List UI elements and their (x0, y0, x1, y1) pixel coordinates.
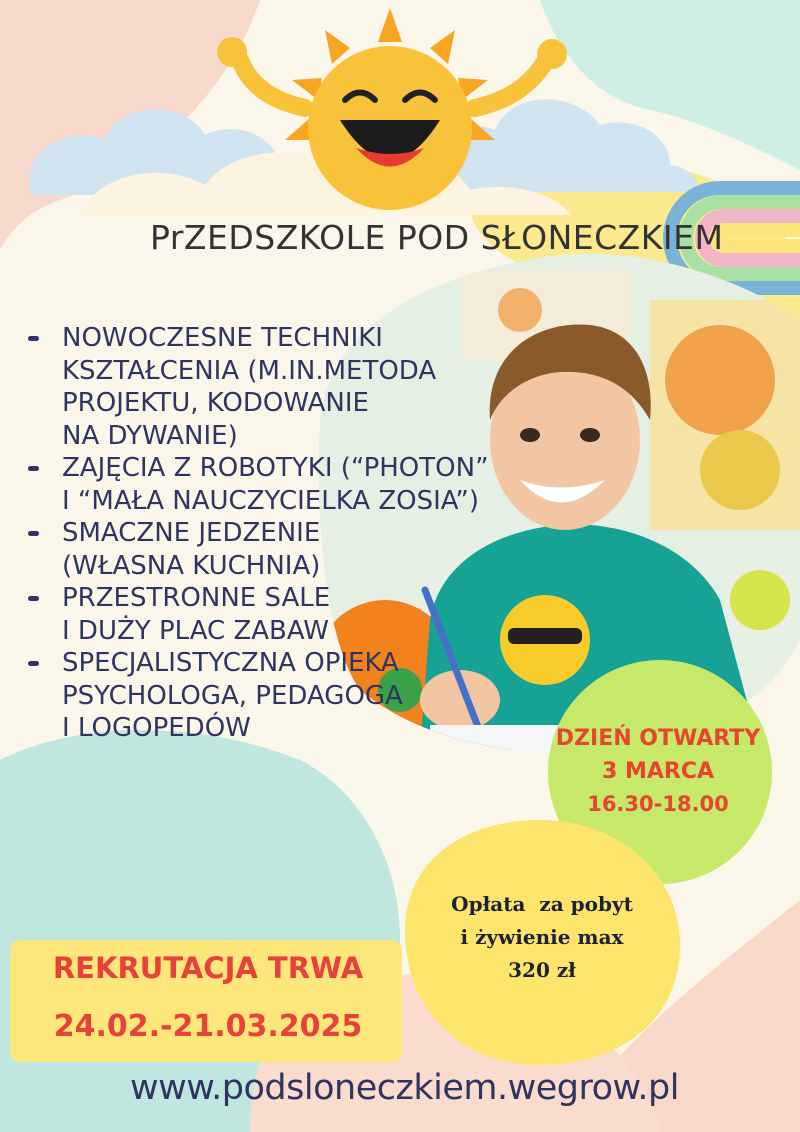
list-item-continuation: PROJEKTU, KODOWANIE (62, 388, 369, 418)
recruitment-dates: 24.02.-21.03.2025 (53, 1009, 363, 1044)
page-title: PrZEDSZKOLE POD SŁONECZKIEM (150, 218, 724, 257)
fee-line-2: i żywienie max (460, 925, 624, 949)
list-item-continuation: I DUŻY PLAC ZABAW (62, 615, 329, 646)
feature-list (28, 322, 489, 745)
website-link[interactable]: www.podsloneczkiem.wegrow.pl (130, 1068, 679, 1108)
fee-line-1: Opłata za pobyt (451, 892, 633, 916)
list-item: ZAJĘCIA Z ROBOTYKI (“PHOTON” (28, 452, 489, 485)
fee-amount: 320 zł (508, 958, 576, 982)
recruitment-info (12, 938, 404, 1056)
recruitment-label: REKRUTACJA TRWA (52, 951, 364, 985)
list-item-continuation: NA DYWANIE) (62, 420, 238, 451)
open-day-label: DZIEŃ OTWARTY (555, 726, 761, 751)
list-item-continuation: KSZTAŁCENIA (M.IN.METODA (62, 355, 437, 386)
list-item-continuation: I “MAŁA NAUCZYCIELKA ZOSIA”) (62, 485, 479, 516)
list-item-continuation: PSYCHOLOGA, PEDAGOGA (62, 680, 403, 711)
list-item: SMACZNE JEDZENIE (28, 517, 489, 550)
open-day-info (548, 722, 768, 821)
open-day-hours: 16.30-18.00 (587, 792, 729, 816)
list-item: SPECJALISTYCZNA OPIEKA (28, 647, 489, 680)
list-item-continuation: I LOGOPEDÓW (62, 713, 251, 743)
list-item: PRZESTRONNE SALE (28, 582, 489, 615)
list-item: NOWOCZESNE TECHNIKI (28, 322, 489, 355)
open-day-date: 3 MARCA (602, 759, 714, 784)
list-item-continuation: (WŁASNA KUCHNIA) (62, 550, 321, 581)
fee-info (412, 888, 672, 987)
